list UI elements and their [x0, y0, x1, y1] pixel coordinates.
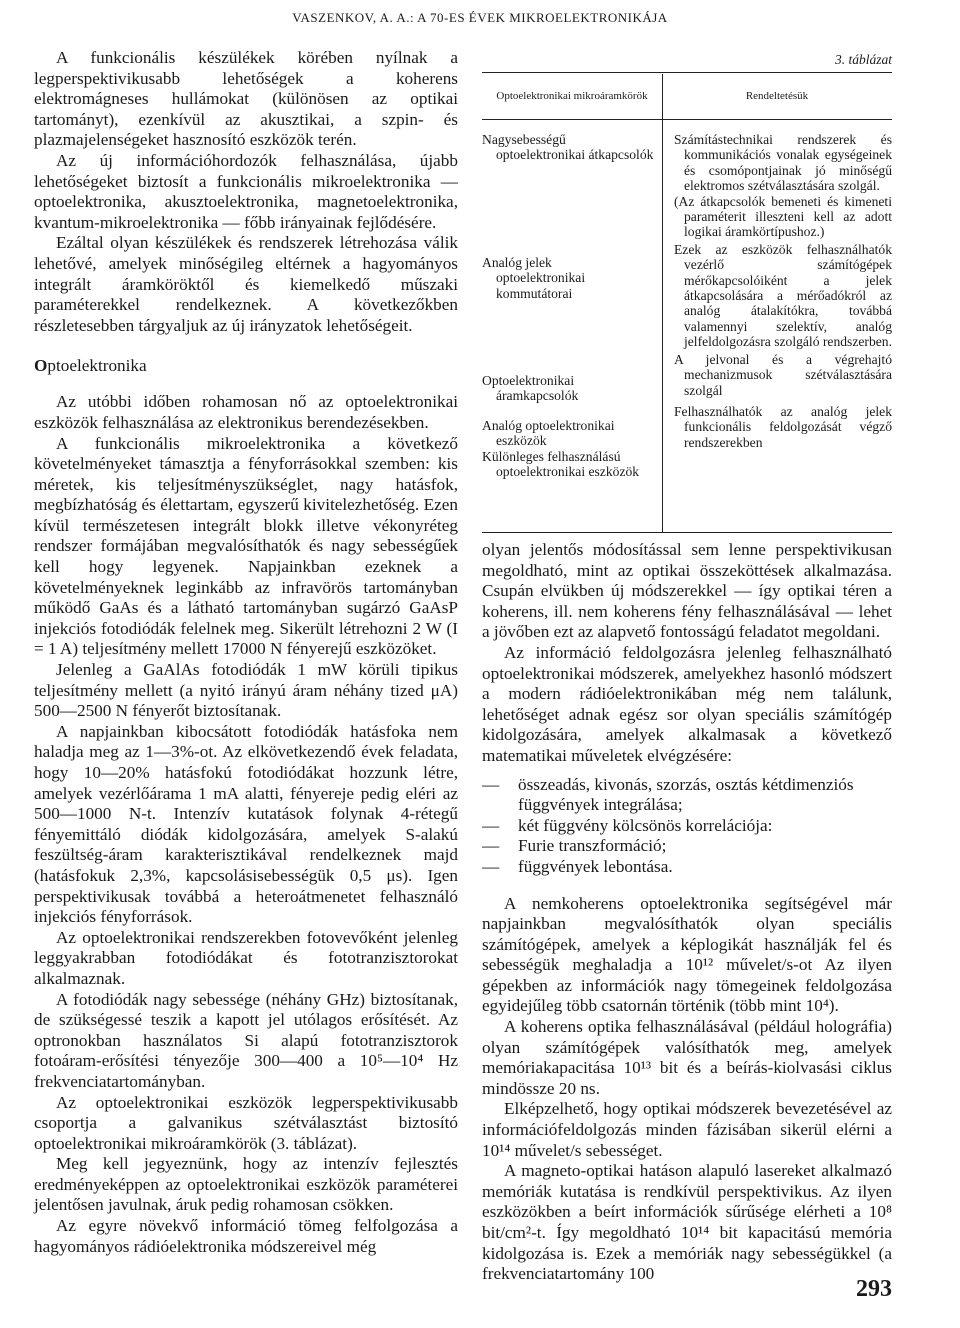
table-cell-line: optoelektronikai kommutátorai	[496, 270, 586, 301]
paragraph: A koherens optika felhasználásával (például holográfia) olyan számítógépek valósíthatók meg, amelyek memóriakapacitása 10¹³ bit és a beírás-kiolvasási ciklus mindössze 20 ns.	[482, 1017, 892, 1098]
paragraph: A nemkoherens optoelektronika segítségével már napjainkban megvalósíthatók olyan speciális számítógépek, amelyek a képlogikát használják fel és sebességük meghaladja a 10¹² művelet/s-ot Az ilyen gépekben az információk nagy tömegeinek feldolgozása egyidejűleg több csatornán történik (több mint 10⁴).	[482, 893, 892, 1016]
left-column	[34, 48, 458, 1257]
table-cell-line: optoelektronikai eszközök	[496, 464, 640, 480]
paragraph: Az optoelektronikai rendszerekben fotovevőként jelenleg leggyakrabban fotodiódákat és fototranzisztorokat alkalmaznak.	[34, 927, 458, 988]
paragraph: Az optoelektronikai eszközök legperspektivikusabb csoportja a galvanikus szétválasztást biztosító optoelektronikai mikroáramkörök (3. táblázat).	[34, 1092, 458, 1153]
running-head: VASZENKOV, A. A.: A 70-ES ÉVEK MIKROELEKTRONIKÁJA	[292, 10, 668, 25]
operations-list	[482, 775, 892, 878]
table-cell: Számítástechnikai rendszerek és kommunikációs vonalak egységeinek és csomópontjainak jó minőségű elektromos szétválasztására szolgál.	[674, 132, 892, 194]
list-item: — Furie transzformáció;	[482, 836, 892, 857]
table-cell	[482, 373, 662, 404]
paragraph: Az egyre növekvő információ tömeg felfolgozása a hagyományos rádióelektronika módszereivel még	[34, 1216, 458, 1256]
table-cell-line: optoelektronikai átkapcsolók	[496, 147, 654, 163]
table-cell: Felhasználhatók az analóg jelek funkcionális feldolgozását végző rendszerekben	[674, 403, 892, 450]
paragraph: Az információ feldolgozásra jelenleg felhasználható optoelektronikai módszerek, amelyekhez hasonló módszert a modern rádióelektronikában még nem találunk, lehetőséget adnak egész sor olyan speciális számítógép kidolgozására, amelyek alkalmasak a következő matematikai műveletek elvégzésére:	[482, 642, 892, 765]
paragraph: Az új információhordozók felhasználása, újabb lehetőségeket biztosít a funkcionális mikroelektronika — optoelektronika, akusztoelektronika, magnetoelektronika, kvantum-mikroelektronika — főbb irányainak fejlődésére.	[34, 150, 458, 232]
table-cell-line: eszközök	[496, 433, 547, 449]
table-cell	[482, 132, 662, 163]
table-cell	[482, 418, 662, 449]
paragraph: olyan jelentős módosítással sem lenne perspektivikusan megoldható, mint az optikai összeköttések alkalmazása. Csupán elvükben új módszerekkel — így optikai téren a koherens, ill. nem koherens fény felhasználásával — lehet a jövőben ezt az alapvető fontosságú feladatot megoldani.	[482, 540, 892, 642]
table-column-circuits	[482, 132, 662, 532]
list-item: — függvények lebontása.	[482, 857, 892, 878]
table-cell: (Az átkapcsolók bemeneti és kimeneti paraméterit illeszteni kell az adott logikai áramkörtípushoz.)	[674, 193, 892, 240]
table-body	[482, 120, 892, 532]
list-item: — összeadás, kivonás, szorzás, osztás kétdimenziós függvények integrálása;	[482, 775, 892, 816]
table-column-divider	[662, 74, 663, 532]
table-cell-line: Analóg optoelektronikai	[482, 417, 615, 433]
table-cell: A jelvonal és a végrehajtó mechanizmusok szétválasztására szolgál	[674, 351, 892, 398]
paragraph: Meg kell jegyeznünk, hogy az intenzív fejlesztés eredményeképpen az optoelektronikai eszközök paraméterei jelentősen javulnak, áruk pedig rohamosan csökken.	[34, 1154, 458, 1215]
right-column	[482, 540, 892, 1285]
paragraph: Jelenleg a GaAlAs fotodiódák 1 mW körüli tipikus teljesítmény mellett (a nyitó irányú áram néhány tized μA) 500—2500 N fényerőt biztosítanak.	[34, 660, 458, 721]
table-cell	[482, 255, 662, 301]
table-caption: 3. táblázat	[834, 52, 892, 67]
table-cell-line: Optoelektronikai	[482, 373, 575, 389]
paragraph: A magneto-optikai hatáson alapuló lasereket alkalmazó memóriák kutatása is rendkívül perspektivikus. Az ilyen eszközökben a beírt információk sűrűsége elérheti a 10⁸ bit/cm²-t. Így megoldható 10¹⁴ bit kapacitású memória kidolgozása is. Ezek a memóriák nagy sebességükkel (a frekvenciatartomány 100	[482, 1161, 892, 1284]
paragraph: A fotodiódák nagy sebessége (néhány GHz) biztosítanak, de szükségessé teszik a kapott jel utólagos erősítését. Az optronokban használatos Si alapú fototranzisztorok fotoáram-erősítési tényezője 300—400 a 10⁵—10⁴ Hz frekvenciatartományban.	[34, 989, 458, 1091]
table	[482, 72, 892, 533]
table-column-purpose	[662, 132, 892, 532]
table-bottom-rule	[482, 532, 892, 533]
paragraph: A funkcionális mikroelektronika a következő követelményeket támasztja a fényforrásokkal szemben: kis méretek, kis teljesítményszükséglet, nagy hatásfok, megbízhatóság és élettartam, egyszerű kivitelezhetőség. Ezen kívül természetesen integrált blokk illetve vékonyréteg rendszer formájában megvalósíthatók és nagy sebességűek kell hogy legyenek. Napjainkban ezeknek a követelményeknek leginkább az infravörös tartományban működő GaAs és a látható tartományban sugárzó GaAsP injekciós fotodiódák felelnek meg. Sikerült létrehozni 2 W (I = 1 A) teljesítmény mellett 17000 N fényerejű eszközöket.	[34, 433, 458, 659]
table-cell-line: Analóg jelek	[482, 254, 552, 270]
table-cell-line: Különleges felhasználású	[482, 448, 621, 464]
table-header-cell: Rendeltetésük	[745, 90, 809, 102]
table-header-row	[482, 73, 892, 119]
page-number: 293	[856, 1276, 892, 1302]
paragraph: Ezáltal olyan készülékek és rendszerek létrehozása válik lehetővé, amelyek minőségileg eltérnek a hagyományos integrált áramköröktől és kiemelkedő műszaki paraméterekkel rendelkeznek. A következőkben részletesebben tárgyaljuk az új irányzatok lehetőségeit.	[34, 233, 458, 335]
paragraph: Az utóbbi időben rohamosan nő az optoelektronikai eszközök felhasználása az elektronikus berendezésekben.	[34, 392, 458, 432]
table-cell: Ezek az eszközök felhasználhatók vezérlő számítógépek mérőkapcsolóiként a jelek átkapcsolására a mérőadókról az analóg átalakítókra, továbbá valamennyi szelektív, analóg jelfeldolgozásra szolgáló rendszerben.	[674, 241, 892, 350]
paragraph: A napjainkban kibocsátott fotodiódák hatásfoka nem haladja meg az 1—3%-ot. Az elkövetkezendő évek feladata, hogy 10—20% hatásfokú fotodiódákat hozzunk létre, amelyek vezérlőárama 1 mA alatti, fényereje pedig eléri az 500—1000 N-t. Intenzív kutatások folynak 4-rétegű fényemittáló diódák kidolgozására, amelyek S-alakú feszültség-áram karakterisztikával rendelkeznek majd (hatásfokuk 2,3%, kapcsolásisebességük 0,5 μs). Igen perspektivikusak továbbá a heteroátmenetet felhasználó injekciós fényforrások.	[34, 721, 458, 927]
list-item: — két függvény kölcsönös korrelációja:	[482, 816, 892, 837]
table-cell-line: Nagysebességű	[482, 132, 566, 147]
table-cell-line: áramkapcsolók	[496, 388, 579, 404]
table-cell	[482, 449, 662, 480]
table-header-cell: Optoelektronikai mikroáramkörök	[496, 90, 648, 102]
paragraph: Elképzelhető, hogy optikai módszerek bevezetésével az információfeldolgozás minden fázisában sikerül elérni a 10¹⁴ művelet/s sebességet.	[482, 1099, 892, 1160]
paragraph: A funkcionális készülékek körében nyílnak a legperspektivikusabb lehetőségek a koherens elektromágneses hullámokat (különösen az optikai tartományt), ezenkívül az akusztikai, a szpin- és plazmajelenségeket hasznosító eszközök terén.	[34, 48, 458, 150]
section-heading: Optoelektronika	[34, 356, 147, 376]
